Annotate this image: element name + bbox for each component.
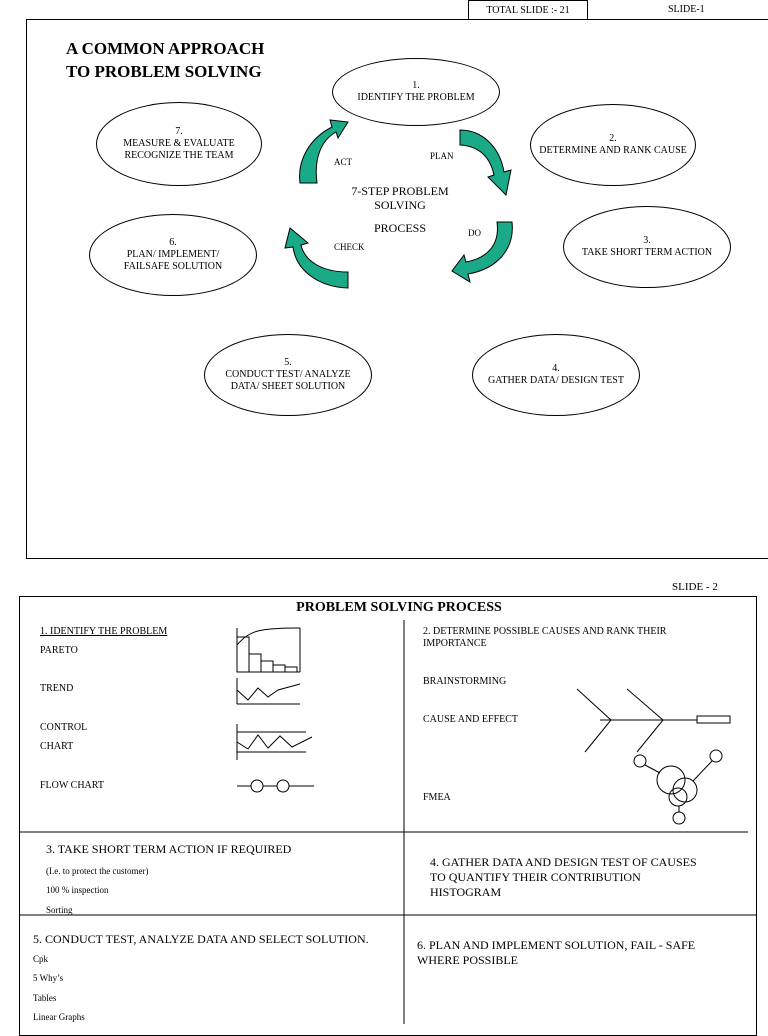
slide-2-label: SLIDE - 2 <box>672 581 718 593</box>
cell-5-item-tables: Tables <box>33 993 57 1003</box>
step-1-number: 1. <box>412 80 420 91</box>
cell-3-item-inspection: 100 % inspection <box>46 885 109 895</box>
plan-label: PLAN <box>430 151 454 161</box>
step-3-number: 3. <box>643 235 651 246</box>
step-5-number: 5. <box>284 357 292 368</box>
step-7-text-line-1: MEASURE & EVALUATE <box>123 138 235 149</box>
step-6-text-line-2: FAILSAFE SOLUTION <box>123 261 223 272</box>
step-2-text: DETERMINE AND RANK CAUSE <box>539 145 687 156</box>
cell-2-heading-line-1: 2. DETERMINE POSSIBLE CAUSES AND RANK THEIR <box>423 626 667 637</box>
cell-3-item-protect: (I.e. to protect the customer) <box>46 866 149 876</box>
slide-2-title: PROBLEM SOLVING PROCESS <box>296 600 502 615</box>
cell-2-heading-line-2: IMPORTANCE <box>423 638 487 649</box>
cell-4-line-3: HISTOGRAM <box>430 885 502 899</box>
check-label: CHECK <box>334 242 365 252</box>
slide-1-title-line-2: TO PROBLEM SOLVING <box>66 62 262 81</box>
slide-1-label: SLIDE-1 <box>668 4 705 15</box>
cell-5-item-5whys: 5 Why’s <box>33 973 64 983</box>
brainstorming-label: BRAINSTORMING <box>423 676 507 687</box>
fishbone-diagram-icon <box>577 689 730 752</box>
cell-6-line-2: WHERE POSSIBLE <box>417 953 519 967</box>
center-line-2: SOLVING <box>374 198 426 212</box>
step-2-number: 2. <box>609 133 617 144</box>
chart-label: CHART <box>40 741 74 752</box>
step-4-text: GATHER DATA/ DESIGN TEST <box>488 375 624 386</box>
cause-effect-label: CAUSE AND EFFECT <box>423 714 519 725</box>
cell-6-text <box>417 938 695 968</box>
fmea-label: FMEA <box>423 792 451 803</box>
center-line-3: PROCESS <box>373 221 427 235</box>
step-7-text-line-2: RECOGNIZE THE TEAM <box>124 150 234 161</box>
cell-4-line-2: TO QUANTIFY THEIR CONTRIBUTION <box>430 870 641 884</box>
cell-4-line-1: 4. GATHER DATA AND DESIGN TEST OF CAUSES <box>430 855 697 869</box>
control-label: CONTROL <box>40 722 88 733</box>
step-3-text: TAKE SHORT TERM ACTION <box>581 247 713 258</box>
total-slide-label: TOTAL SLIDE :- 21 <box>486 5 570 16</box>
step-4-number: 4. <box>552 363 560 374</box>
step-7-number: 7. <box>175 126 183 137</box>
cell-1-heading: 1. IDENTIFY THE PROBLEM <box>40 626 168 637</box>
step-5-text-line-2: DATA/ SHEET SOLUTION <box>230 381 346 392</box>
cell-6-line-1: 6. PLAN AND IMPLEMENT SOLUTION, FAIL - SAFE <box>417 938 696 952</box>
step-5-text-line-1: CONDUCT TEST/ ANALYZE <box>225 369 351 380</box>
do-label: DO <box>468 228 481 238</box>
cell-5-item-linear-graphs: Linear Graphs <box>33 1012 85 1022</box>
cell-5-heading: 5. CONDUCT TEST, ANALYZE DATA AND SELECT SOLUTION. <box>33 932 369 946</box>
step-6-number: 6. <box>169 237 177 248</box>
cell-4-text <box>430 855 697 900</box>
step-1-text: IDENTIFY THE PROBLEM <box>357 92 475 103</box>
center-line-1: 7-STEP PROBLEM <box>351 184 449 198</box>
step-6-text-line-1: PLAN/ IMPLEMENT/ <box>126 249 220 260</box>
cell-3-heading: 3. TAKE SHORT TERM ACTION IF REQUIRED <box>46 842 292 856</box>
trend-label: TREND <box>40 683 74 694</box>
flow-chart-label: FLOW CHART <box>40 780 104 791</box>
cell-5-item-cpk: Cpk <box>33 954 49 964</box>
act-label: ACT <box>334 157 352 167</box>
cell-3-item-sorting: Sorting <box>46 905 73 915</box>
fmea-network-icon <box>634 750 722 824</box>
slide-1-title-line-1: A COMMON APPROACH <box>66 39 265 58</box>
pareto-label: PARETO <box>40 645 78 656</box>
